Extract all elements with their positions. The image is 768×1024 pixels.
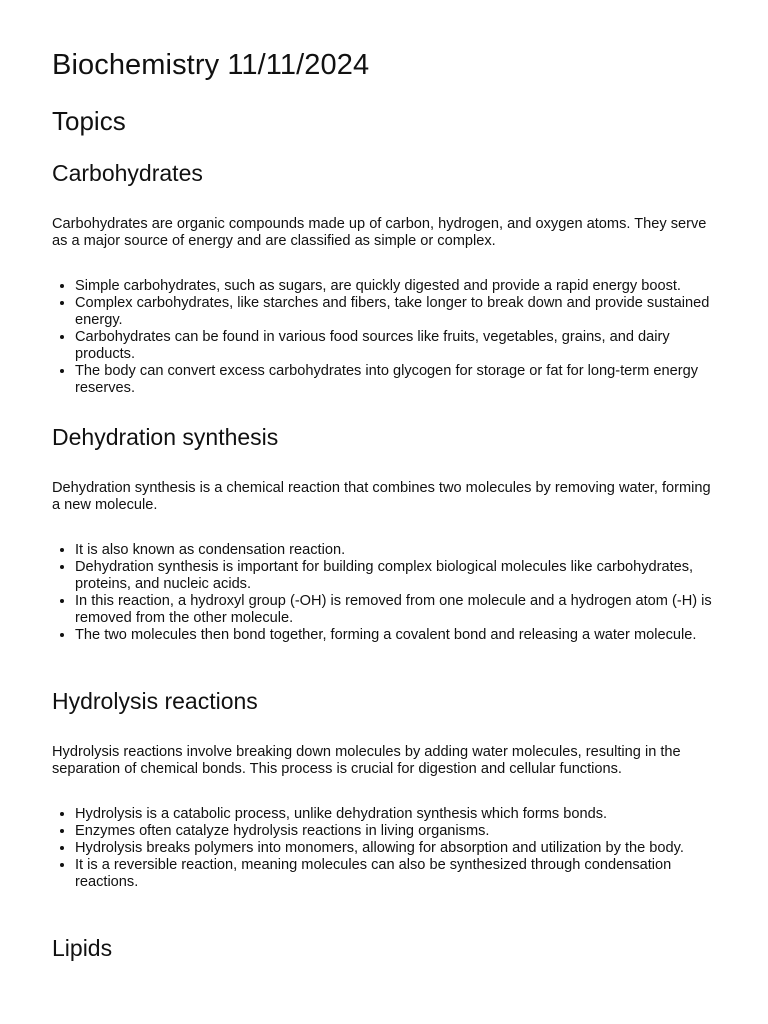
section-intro: Dehydration synthesis is a chemical reaction that combines two molecules by removing water, forming a new molecule. — [52, 480, 711, 513]
topics-heading: Topics — [52, 106, 126, 136]
section-heading: Carbohydrates — [52, 160, 203, 186]
bullet-list — [52, 278, 716, 397]
bullet-list — [52, 806, 716, 891]
list-item: • Hydrolysis is a catabolic process, unlike dehydration synthesis which forms bonds. — [75, 806, 716, 823]
page-title: Biochemistry 11/11/2024 — [52, 49, 370, 81]
list-item: • The two molecules then bond together, forming a covalent bond and releasing a water molecule. — [75, 627, 716, 644]
section-dehydration-synthesis — [52, 422, 716, 644]
section-intro: Hydrolysis reactions involve breaking down molecules by adding water molecules, resulting in the separation of chemical bonds. This process is crucial for digestion and cellular functions. — [52, 744, 681, 777]
list-item: • Hydrolysis breaks polymers into monomers, allowing for absorption and utilization by the body. — [75, 840, 716, 857]
section-carbohydrates — [52, 158, 716, 397]
section-heading: Lipids — [52, 935, 113, 961]
list-item: • It is a reversible reaction, meaning molecules can also be synthesized through condensation reactions. — [75, 857, 716, 891]
list-item: • In this reaction, a hydroxyl group (-OH) is removed from one molecule and a hydrogen atom (-H) is removed from the other molecule. — [75, 593, 716, 627]
section-hydrolysis-reactions — [52, 686, 716, 891]
section-intro: Carbohydrates are organic compounds made up of carbon, hydrogen, and oxygen atoms. They serve as a major source of energy and are classified as simple or complex. — [52, 216, 707, 249]
bullet-list — [52, 542, 716, 644]
list-item: • Carbohydrates can be found in various food sources like fruits, vegetables, grains, and dairy products. — [75, 329, 716, 363]
section-lipids — [52, 933, 716, 963]
list-item: • Dehydration synthesis is important for building complex biological molecules like carbohydrates, proteins, and nucleic acids. — [75, 559, 716, 593]
list-item: • Enzymes often catalyze hydrolysis reactions in living organisms. — [75, 823, 716, 840]
section-heading: Hydrolysis reactions — [52, 688, 258, 714]
list-item: • The body can convert excess carbohydrates into glycogen for storage or fat for long-term energy reserves. — [75, 363, 716, 397]
list-item: • Complex carbohydrates, like starches and fibers, take longer to break down and provide sustained energy. — [75, 295, 716, 329]
section-heading: Dehydration synthesis — [52, 424, 279, 450]
list-item: • It is also known as condensation reaction. — [75, 542, 716, 559]
list-item: • Simple carbohydrates, such as sugars, are quickly digested and provide a rapid energy boost. — [75, 278, 716, 295]
